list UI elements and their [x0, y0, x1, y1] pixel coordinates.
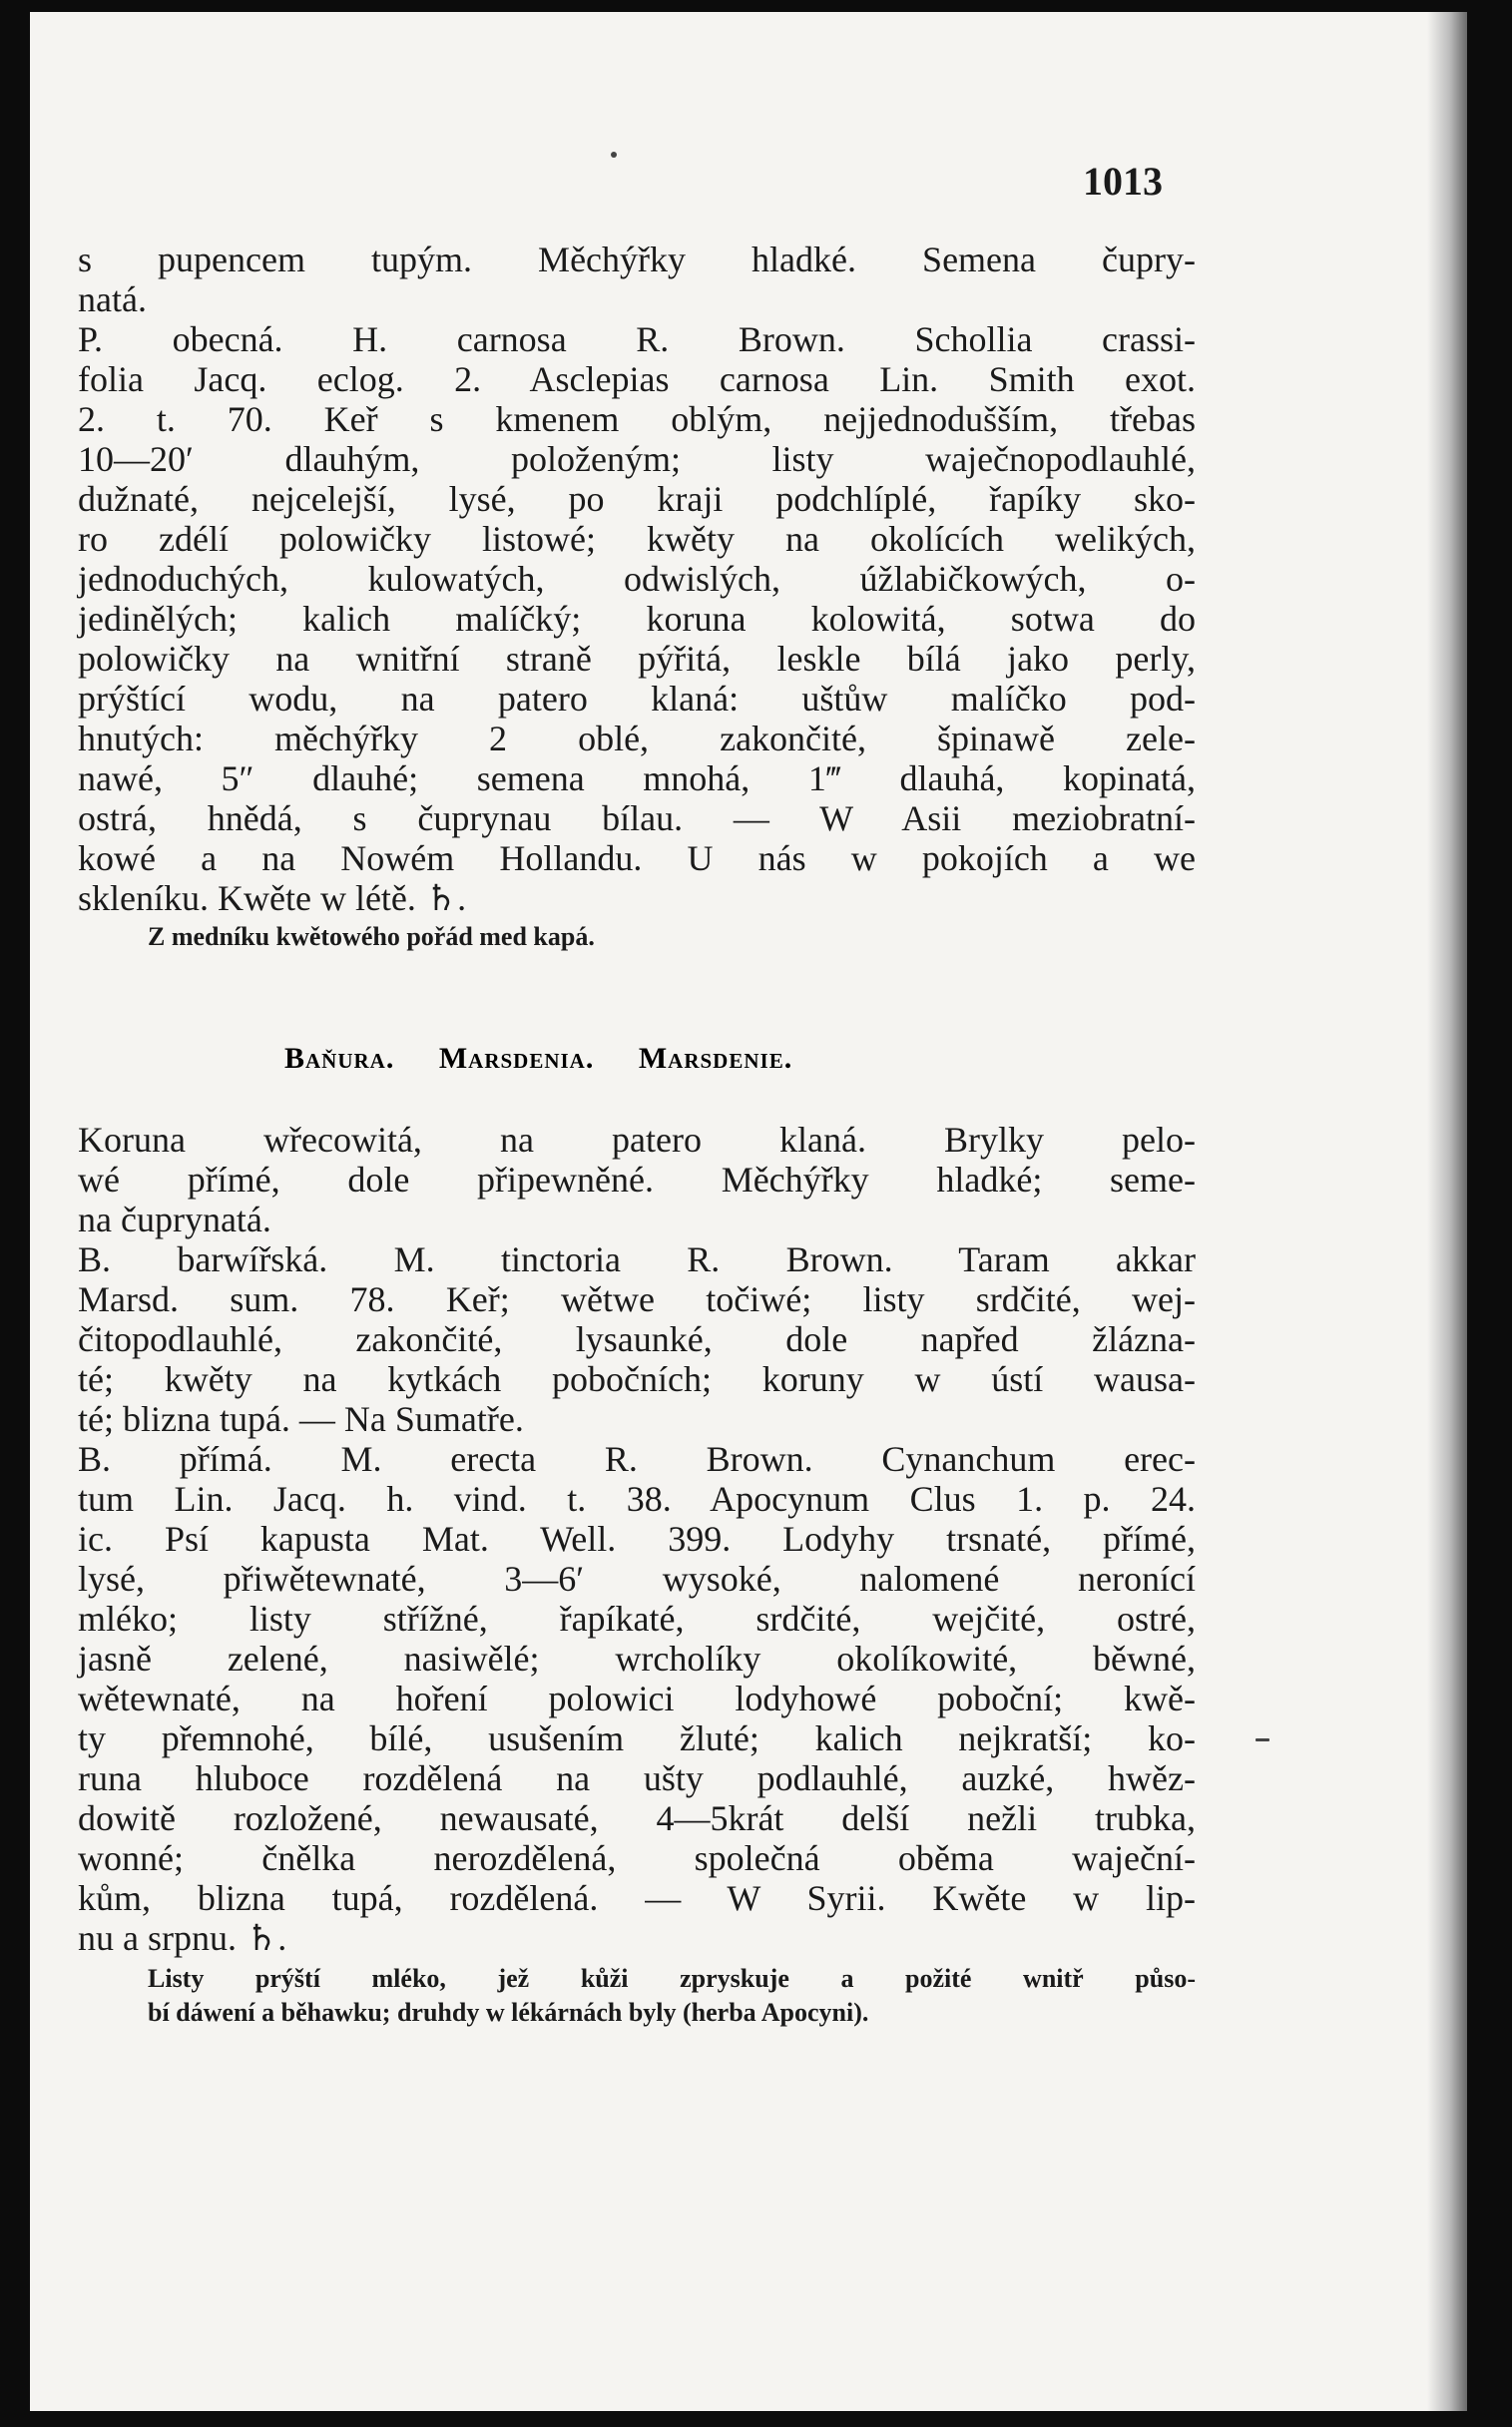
ink-speck	[1256, 1738, 1269, 1741]
text-line: té; blizna tupá. — Na Sumatře.	[78, 1399, 524, 1439]
genus-heading	[284, 1042, 828, 1076]
text-line: na čuprynatá.	[78, 1200, 271, 1239]
footnote: Z medníku kwětowého pořád med kapá.	[148, 922, 595, 951]
text-line: ic. Psí kapusta Mat. Well. 399. Lodyhy trsnaté, přímé,	[78, 1519, 1196, 1559]
footnote-line: bí dáwení a běhawku; druhdy w lékárnách byly (herba Apocyni).	[148, 1998, 869, 2027]
text-line: čitopodlauhlé, zakončité, lysaunké, dole napřed žlázna-	[78, 1319, 1196, 1359]
ink-speck	[611, 152, 617, 158]
genus-name-czech-alt: Marsdenie.	[638, 1042, 793, 1075]
genus-name-latin: Marsdenia.	[438, 1042, 595, 1075]
footnote-line: Listy prýští mléko, jež kůži zpryskuje a požité wnitř půso-	[148, 1964, 1196, 1993]
text-line: Marsd. sum. 78. Keř; wětwe točiwé; listy srdčité, wej-	[78, 1279, 1196, 1319]
text-line: wé přímé, dole připewněné. Měchýřky hladké; seme-	[78, 1160, 1196, 1200]
genus-name-czech: Baňura.	[284, 1042, 395, 1075]
text-line: 2. t. 70. Keř s kmenem oblým, nejjednodušším, třebas	[78, 399, 1196, 439]
page-spine-shadow	[1427, 12, 1467, 2411]
text-line: folia Jacq. eclog. 2. Asclepias carnosa Lin. Smith exot.	[78, 359, 1196, 399]
text-line: Koruna wřecowitá, na patero klaná. Brylky pelo-	[78, 1120, 1196, 1160]
text-line: dužnaté, nejcelejší, lysé, po kraji podchlíplé, řapíky sko-	[78, 479, 1196, 519]
text-line: ty přemnohé, bílé, usušením žluté; kalich nejkratší; ko-	[78, 1718, 1196, 1758]
text-line: nawé, 5″ dlauhé; semena mnohá, 1‴ dlauhá, kopinatá,	[78, 758, 1196, 798]
text-line: skleníku. Kwěte w létě. ♄.	[78, 878, 467, 918]
text-line: té; kwěty na kytkách pobočních; koruny w ústí wausa-	[78, 1359, 1196, 1399]
text-line: kům, blizna tupá, rozdělená. — W Syrii. Kwěte w lip-	[78, 1878, 1196, 1918]
text-line: ostrá, hnědá, s čuprynau bílau. — W Asii meziobratní-	[78, 798, 1196, 838]
text-line: jednoduchých, kulowatých, odwislých, úžlabičkowých, o-	[78, 559, 1196, 599]
text-line: jedinělých; kalich malíčký; koruna kolowitá, sotwa do	[78, 599, 1196, 639]
text-line: B. přímá. M. erecta R. Brown. Cynanchum erec-	[78, 1439, 1196, 1479]
text-line: wětewnaté, na hoření polowici lodyhowé poboční; kwě-	[78, 1679, 1196, 1718]
text-line: nu a srpnu. ♄.	[78, 1918, 287, 1958]
text-line: hnutých: měchýřky 2 oblé, zakončité, špinawě zele-	[78, 719, 1196, 758]
text-line: dowitě rozložené, newausaté, 4—5krát delší nežli trubka,	[78, 1798, 1196, 1838]
text-line: 10—20′ dlauhým, položeným; listy waječnopodlauhlé,	[78, 439, 1196, 479]
text-line: kowé a na Nowém Hollandu. U nás w pokojích a we	[78, 838, 1196, 878]
text-line: runa hluboce rozdělená na ušty podlauhlé, auzké, hwěz-	[78, 1758, 1196, 1798]
text-line: prýštící wodu, na patero klaná: uštůw malíčko pod-	[78, 679, 1196, 719]
text-line: mléko; listy střížné, řapíkaté, srdčité, wejčité, ostré,	[78, 1599, 1196, 1639]
text-line: s pupencem tupým. Měchýřky hladké. Semena čupry-	[78, 240, 1196, 279]
text-line: polowičky na wnitřní straně pýřitá, leskle bílá jako perly,	[78, 639, 1196, 679]
text-line: jasně zelené, nasiwělé; wrcholíky okolíkowité, běwné,	[78, 1639, 1196, 1679]
page-number: 1013	[1083, 159, 1163, 204]
text-line: wonné; čnělka nerozdělená, společná oběma waječní-	[78, 1838, 1196, 1878]
text-line: B. barwířská. M. tinctoria R. Brown. Taram akkar	[78, 1239, 1196, 1279]
text-line: P. obecná. H. carnosa R. Brown. Schollia crassi-	[78, 319, 1196, 359]
text-line: tum Lin. Jacq. h. vind. t. 38. Apocynum Clus 1. p. 24.	[78, 1479, 1196, 1519]
text-line: lysé, přiwětewnaté, 3—6′ wysoké, nalomené neronící	[78, 1559, 1196, 1599]
book-page	[30, 12, 1467, 2411]
text-line: natá.	[78, 279, 147, 319]
text-line: ro zdélí polowičky listowé; kwěty na okolících welikých,	[78, 519, 1196, 559]
